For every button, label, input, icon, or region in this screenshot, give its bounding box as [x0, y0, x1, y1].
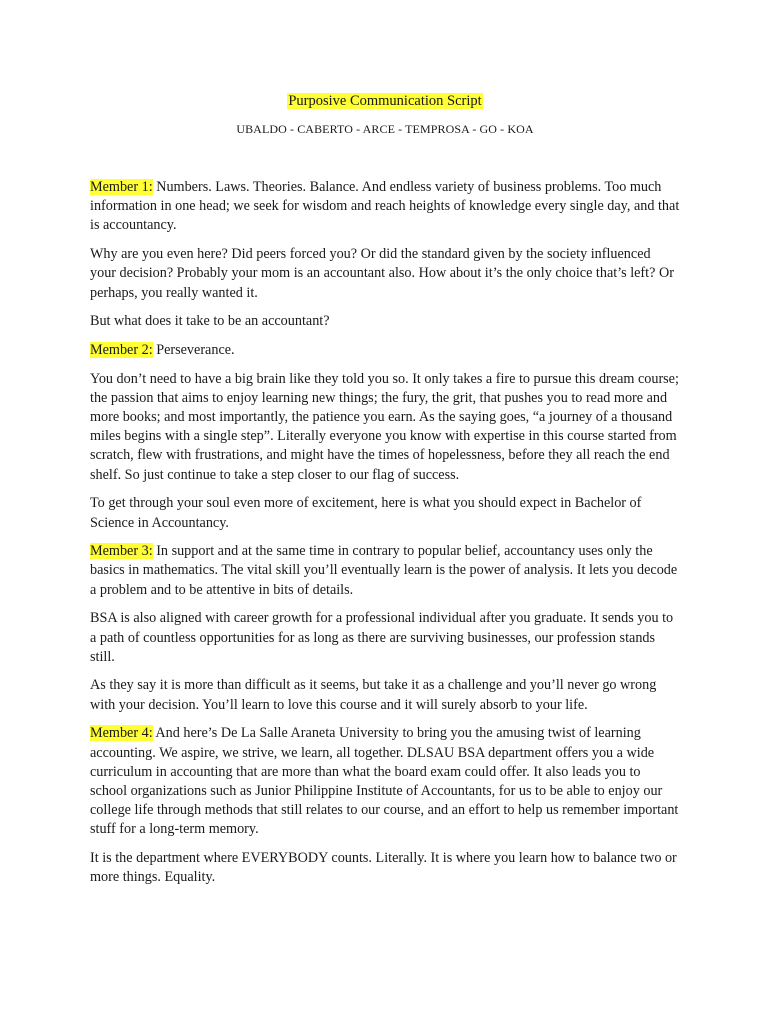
paragraph-2	[90, 245, 680, 303]
speaker-label: Member 4:	[90, 725, 153, 742]
paragraph-text: As they say it is more than difficult as it seems, but take it as a challenge and you’ll never go wrong with your decision. You’ll learn to love this course and it will surely absorb to your life.	[90, 677, 657, 713]
paragraph-text: Numbers. Laws. Theories. Balance. And endless variety of business problems. Too much information in one head; we seek for wisdom and reach heights of knowledge every single day, and that is accountancy.	[90, 179, 680, 234]
paragraph-6	[90, 494, 680, 532]
paragraph-5	[90, 370, 680, 485]
paragraph-text: Why are you even here? Did peers forced you? Or did the standard given by the society influenced your decision? Probably your mom is an accountant also. How about it’s the only choice that’s left? Or perhaps, you really wanted it.	[90, 246, 674, 301]
document-title: Purposive Communication Script	[288, 93, 482, 109]
paragraph-1	[90, 178, 680, 236]
paragraph-text: But what does it take to be an accountant?	[90, 313, 330, 330]
title-wrap	[90, 92, 680, 111]
paragraph-text: Perseverance.	[152, 341, 235, 358]
speaker-label: Member 2:	[90, 341, 153, 358]
paragraph-text: To get through your soul even more of excitement, here is what you should expect in Bachelor of Science in Accountancy.	[90, 495, 642, 531]
paragraph-3	[90, 312, 680, 331]
paragraph-text: You don’t need to have a big brain like they told you so. It only takes a fire to pursue this dream course; the passion that aims to enjoy learning new things; the fury, the grit, that pushes you to read more and more books; and most importantly, the patience you earn. As the saying goes, “a journey of a thousand miles begins with a single step”. Literally everyone you know with expertise in this course started from scratch, flew with frustrations, and might have the times of hopelessness, before they all reach the end shelf. So just continue to take a step closer to our flag of success.	[90, 370, 679, 483]
paragraph-text: And here’s De La Salle Araneta University to bring you the amusing twist of learning accounting. We aspire, we strive, we learn, all together. DLSAU BSA department offers you a wide curriculum in accounting that are more than what the board exam could offer. It also leads you to school organizations such as Junior Philippine Institute of Accountants, for us to be able to enjoy our college life through methods that still relates to our course, and an effort to help us remember important stuff for a long-term memory.	[90, 725, 679, 838]
document-body	[90, 178, 680, 897]
paragraph-4	[90, 341, 680, 360]
paragraph-11	[90, 849, 680, 887]
document-authors: UBALDO - CABERTO - ARCE - TEMPROSA - GO - KOA	[236, 122, 534, 136]
paragraph-text: In support and at the same time in contrary to popular belief, accountancy uses only the basics in mathematics. The vital skill you’ll eventually learn is the power of analysis. It lets you decode a problem and to be attentive in bits of details.	[90, 543, 678, 598]
speaker-label: Member 3:	[90, 543, 153, 560]
paragraph-9	[90, 676, 680, 714]
paragraph-text: It is the department where EVERYBODY counts. Literally. It is where you learn how to balance two or more things. Equality.	[90, 850, 677, 886]
paragraph-10	[90, 724, 680, 839]
paragraph-7	[90, 542, 680, 600]
speaker-label: Member 1:	[90, 179, 153, 195]
paragraph-text: BSA is also aligned with career growth for a professional individual after you graduate. It sends you to a path of countless opportunities for as long as there are surviving businesses, our profession stands still.	[90, 610, 674, 665]
paragraph-8	[90, 609, 680, 667]
